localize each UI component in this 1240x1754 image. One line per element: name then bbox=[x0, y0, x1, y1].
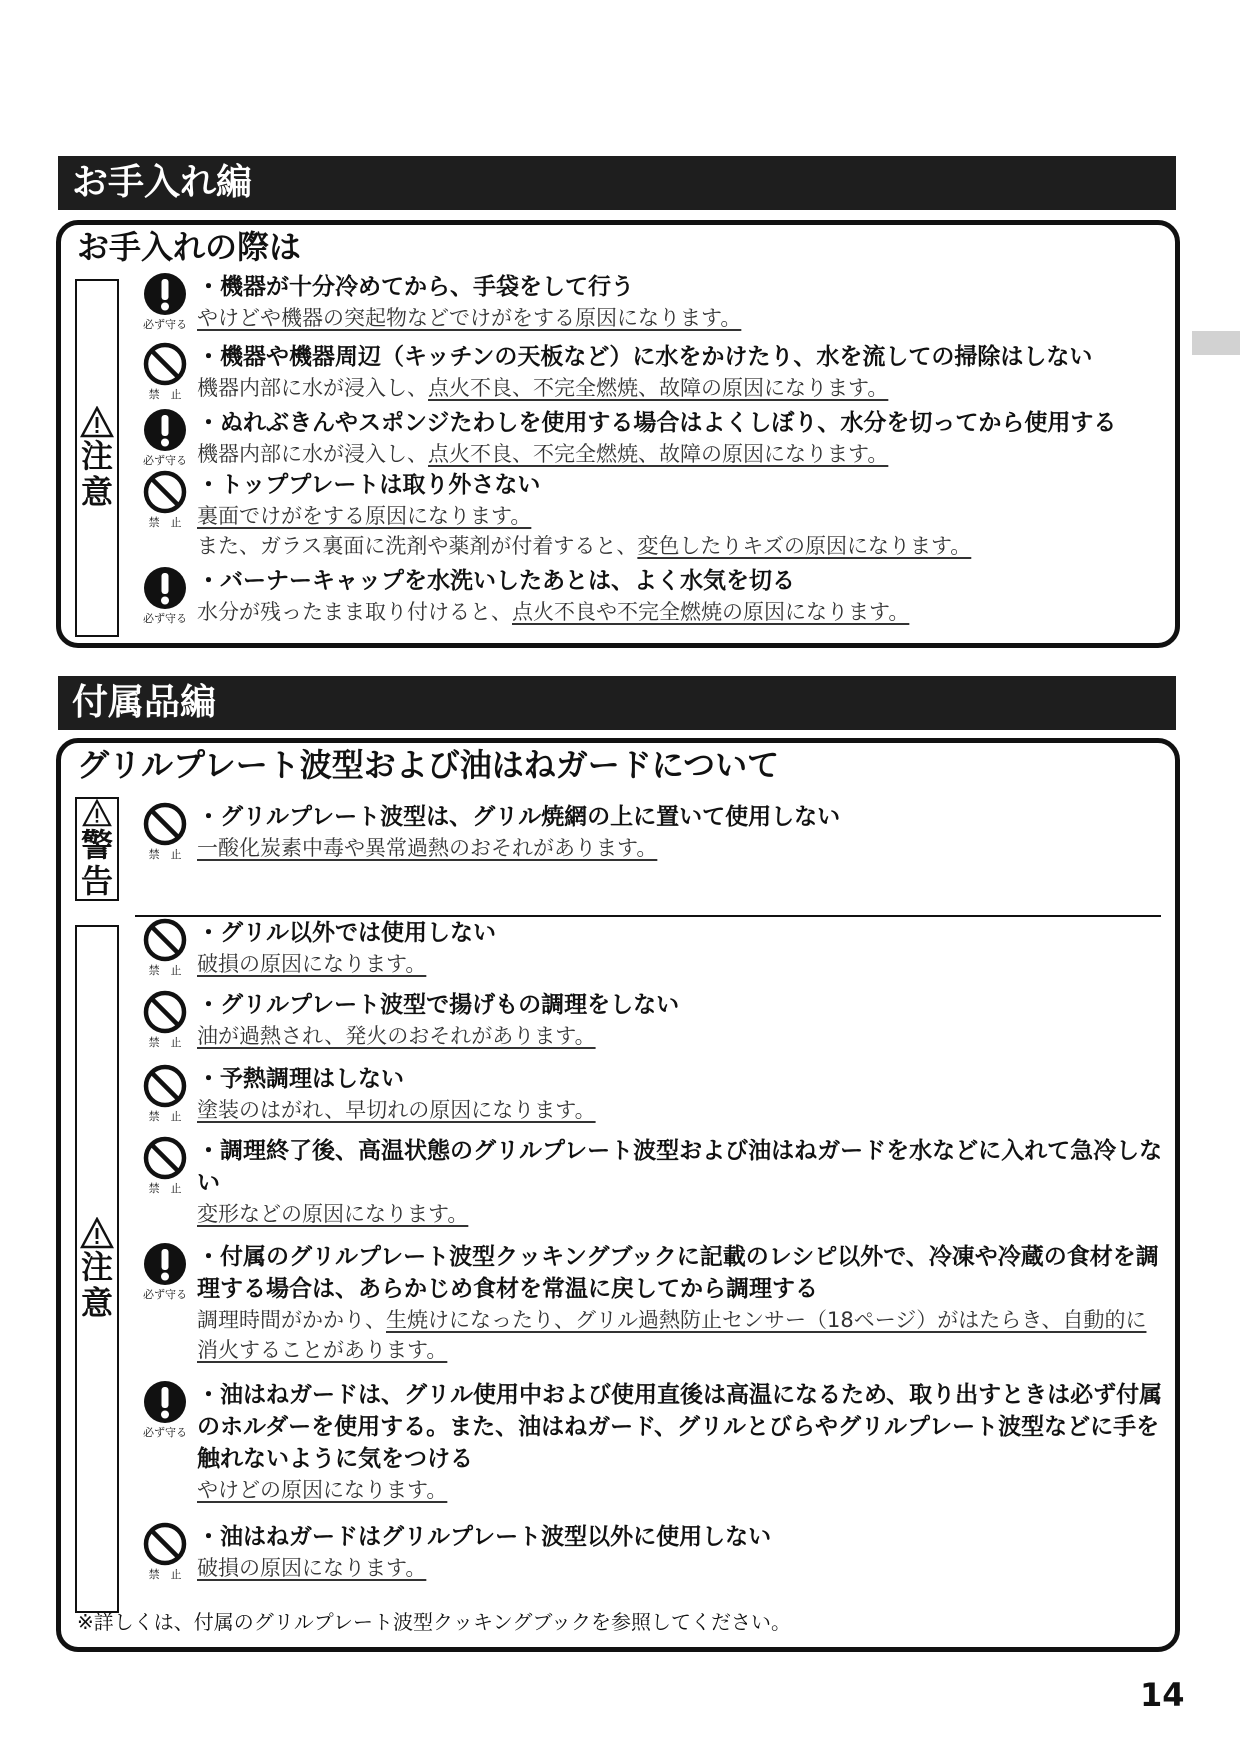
warning-label-char: 警 bbox=[80, 826, 113, 864]
reason-lead: また、ガラス裏面に洗剤や薬剤が付着すると、 bbox=[197, 534, 638, 558]
symbol-column bbox=[133, 801, 197, 862]
symbol-column bbox=[133, 565, 197, 626]
footnote: ※詳しくは、付属のグリルプレート波型クッキングブックを参照してください。 bbox=[77, 1610, 791, 1634]
precaution-text bbox=[197, 565, 1167, 627]
precaution-heading: ・トッププレートは取り外さない bbox=[197, 472, 541, 498]
symbol-column bbox=[133, 407, 197, 468]
symbol-caption: 禁 止 bbox=[148, 1568, 182, 1581]
caution-label-char: 意 bbox=[80, 1284, 113, 1322]
reason-underlined: 生焼けになったり、グリル過熱防止センサー（18ページ）がはたらき、自動的に消火することがあります。 bbox=[197, 1308, 1147, 1362]
precaution-text bbox=[197, 341, 1167, 403]
precaution-reason bbox=[197, 1475, 1167, 1505]
reason-underlined: 破損の原因になります。 bbox=[197, 1556, 427, 1580]
precaution-heading: ・予熱調理はしない bbox=[197, 1066, 404, 1092]
symbol-caption: 禁 止 bbox=[148, 964, 182, 977]
precaution-heading: ・グリルプレート波型は、グリル焼網の上に置いて使用しない bbox=[197, 804, 841, 830]
reason-underlined: 裏面でけがをする原因になります。 bbox=[197, 504, 532, 528]
symbol-caption: 必ず守る bbox=[143, 612, 187, 625]
prohibited-icon bbox=[142, 989, 188, 1035]
reason-underlined: 点火不良や不完全燃焼の原因になります。 bbox=[512, 600, 910, 624]
caution-label-char: 注 bbox=[80, 1248, 113, 1286]
care-panel bbox=[56, 220, 1180, 648]
precaution-text bbox=[197, 1521, 1167, 1583]
prohibited-icon bbox=[142, 1063, 188, 1109]
reason-underlined: やけどや機器の突起物などでけがをする原因になります。 bbox=[197, 306, 742, 330]
caution-label bbox=[75, 925, 119, 1613]
section-heading-care: お手入れ編 bbox=[58, 156, 1176, 210]
care-panel-title: お手入れの際は bbox=[77, 228, 302, 266]
section-heading-accessory: 付属品編 bbox=[58, 676, 1176, 730]
reason-underlined: 変形などの原因になります。 bbox=[197, 1202, 469, 1226]
page-number: 14 bbox=[1140, 1676, 1185, 1714]
reason-lead: 機器内部に水が浸入し、 bbox=[197, 442, 428, 466]
precaution-reason bbox=[197, 1305, 1167, 1365]
precaution-reason bbox=[197, 1021, 1167, 1051]
precaution-heading: ・機器や機器周辺（キッチンの天板など）に水をかけたり、水を流しての掃除はしない bbox=[197, 344, 1093, 370]
reason-underlined: 油が過熱され、発火のおそれがあります。 bbox=[197, 1024, 596, 1048]
precaution-heading: ・油はねガードは、グリル使用中および使用直後は高温になるため、取り出すときは必ず付属のホルダーを使用する。また、油はねガード、グリルとびらやグリルプレート波型などに手を触れないように気をつける bbox=[197, 1382, 1163, 1472]
warning-label-char: 告 bbox=[80, 862, 113, 900]
reason-underlined: 点火不良、不完全燃焼、故障の原因になります。 bbox=[428, 376, 889, 400]
mandatory-icon bbox=[142, 565, 188, 611]
precaution-text bbox=[197, 271, 1167, 333]
precaution-reason bbox=[197, 439, 1167, 469]
precaution-text bbox=[197, 469, 1167, 561]
warning-label bbox=[75, 797, 119, 901]
precaution-heading: ・バーナーキャップを水洗いしたあとは、よく水気を切る bbox=[197, 568, 795, 594]
symbol-caption: 禁 止 bbox=[148, 848, 182, 861]
index-tab-marker bbox=[1192, 331, 1240, 355]
precaution-reason bbox=[197, 373, 1167, 403]
precaution-heading: ・ぬれぶきんやスポンジたわしを使用する場合はよくしぼり、水分を切ってから使用する bbox=[197, 410, 1117, 436]
mandatory-icon bbox=[142, 407, 188, 453]
mandatory-icon bbox=[142, 1241, 188, 1287]
reason-underlined: やけどの原因になります。 bbox=[197, 1478, 448, 1502]
symbol-column bbox=[133, 1521, 197, 1582]
prohibited-icon bbox=[142, 1521, 188, 1567]
precaution-heading: ・グリルプレート波型で揚げもの調理をしない bbox=[197, 992, 680, 1018]
prohibited-icon bbox=[142, 341, 188, 387]
mandatory-icon bbox=[142, 1379, 188, 1425]
reason-underlined: 破損の原因になります。 bbox=[197, 952, 427, 976]
prohibited-icon bbox=[142, 801, 188, 847]
symbol-column bbox=[133, 1063, 197, 1124]
accessory-panel bbox=[56, 738, 1180, 1652]
precaution-reason bbox=[197, 303, 1167, 333]
symbol-caption: 禁 止 bbox=[148, 1110, 182, 1123]
symbol-caption: 必ず守る bbox=[143, 318, 187, 331]
precaution-text bbox=[197, 1135, 1167, 1229]
symbol-caption: 禁 止 bbox=[148, 516, 182, 529]
precaution-text bbox=[197, 917, 1167, 979]
accessory-panel-title: グリルプレート波型および油はねガードについて bbox=[77, 746, 780, 784]
precaution-reason bbox=[197, 1199, 1167, 1229]
reason-underlined: 塗装のはがれ、早切れの原因になります。 bbox=[197, 1098, 596, 1122]
symbol-column bbox=[133, 271, 197, 332]
precaution-text bbox=[197, 1241, 1167, 1365]
precaution-heading: ・調理終了後、高温状態のグリルプレート波型および油はねガードを水などに入れて急冷しない bbox=[197, 1138, 1163, 1196]
warning-triangle-icon bbox=[80, 1217, 114, 1249]
symbol-caption: 禁 止 bbox=[148, 388, 182, 401]
reason-lead: 調理時間がかかり、 bbox=[197, 1308, 386, 1332]
symbol-caption: 必ず守る bbox=[143, 1426, 187, 1439]
reason-underlined: 変色したりキズの原因になります。 bbox=[637, 534, 972, 558]
mandatory-icon bbox=[142, 271, 188, 317]
reason-lead: 機器内部に水が浸入し、 bbox=[197, 376, 428, 400]
warning-triangle-icon bbox=[80, 406, 114, 438]
symbol-caption: 禁 止 bbox=[148, 1036, 182, 1049]
reason-lead: 水分が残ったまま取り付けると、 bbox=[197, 600, 512, 624]
symbol-column bbox=[133, 341, 197, 402]
precaution-reason bbox=[197, 1095, 1167, 1125]
symbol-column bbox=[133, 1379, 197, 1440]
precaution-reason bbox=[197, 501, 1167, 531]
precaution-heading: ・機器が十分冷めてから、手袋をして行う bbox=[197, 274, 634, 300]
precaution-text bbox=[197, 989, 1167, 1051]
warning-triangle-icon bbox=[80, 799, 114, 827]
reason-underlined: 点火不良、不完全燃焼、故障の原因になります。 bbox=[428, 442, 889, 466]
prohibited-icon bbox=[142, 469, 188, 515]
precaution-text bbox=[197, 1063, 1167, 1125]
precaution-reason bbox=[197, 531, 1167, 561]
precaution-reason bbox=[197, 1553, 1167, 1583]
precaution-reason bbox=[197, 597, 1167, 627]
precaution-heading: ・油はねガードはグリルプレート波型以外に使用しない bbox=[197, 1524, 772, 1550]
reason-underlined: 一酸化炭素中毒や異常過熱のおそれがあります。 bbox=[197, 836, 658, 860]
caution-label-char: 注 bbox=[80, 437, 113, 475]
symbol-caption: 禁 止 bbox=[148, 1182, 182, 1195]
symbol-caption: 必ず守る bbox=[143, 454, 187, 467]
prohibited-icon bbox=[142, 917, 188, 963]
symbol-column bbox=[133, 917, 197, 978]
precaution-reason bbox=[197, 833, 1167, 863]
caution-label bbox=[75, 279, 119, 637]
precaution-text bbox=[197, 1379, 1167, 1505]
precaution-text bbox=[197, 407, 1167, 469]
symbol-column bbox=[133, 1135, 197, 1196]
symbol-column bbox=[133, 469, 197, 530]
prohibited-icon bbox=[142, 1135, 188, 1181]
precaution-heading: ・付属のグリルプレート波型クッキングブックに記載のレシピ以外で、冷凍や冷蔵の食材を調理する場合は、あらかじめ食材を常温に戻してから調理する bbox=[197, 1244, 1159, 1302]
precaution-text bbox=[197, 801, 1167, 863]
precaution-heading: ・グリル以外では使用しない bbox=[197, 920, 496, 946]
precaution-reason bbox=[197, 949, 1167, 979]
symbol-column bbox=[133, 1241, 197, 1302]
symbol-caption: 必ず守る bbox=[143, 1288, 187, 1301]
symbol-column bbox=[133, 989, 197, 1050]
caution-label-char: 意 bbox=[80, 473, 113, 511]
